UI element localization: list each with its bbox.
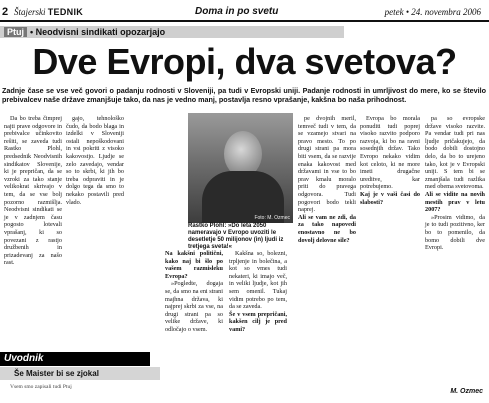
author-signature: M. Ozmec — [450, 388, 483, 395]
page-header — [0, 0, 489, 22]
question-8: Ali se vidite na novih mestih prav v letu 2007? — [425, 190, 485, 214]
issue-date: petek • 24. novembra 2006 — [384, 7, 481, 17]
column-6-text: pe dvojnih meril, temveč tudi v tem, da se vzamejo stvari na pravo mesto. To po drugi strani pa mora biti vsem, da se razvije enaka kakovost med državami in vse to bo prav kmalu moralo priti do pravega odgovora. Tudi pogovori bodo tekli naprej. — [298, 115, 356, 214]
newspaper-brand — [14, 7, 83, 17]
headline: Dve Evropi, dva svetova? — [32, 41, 457, 82]
editorial-label: Uvodnik — [0, 352, 150, 366]
header-rule — [0, 20, 489, 22]
editorial-title: Še Maister bi se zjokal — [0, 367, 160, 380]
article-column-6 — [298, 115, 356, 244]
question-5: Še v vsem prepričani, kakšen cilj je pred vami? — [229, 310, 287, 333]
question-7: Kaj je v vaši časi do slabosti? — [360, 190, 420, 206]
column-5-text: Kakšna so, bolezni, trpljenje in bolečina, a kot so vmes tudi nekateri, ki imajo več, in veliki ljudje, kot jih sem omenil. Tukaj vidim potrebo po tem, da se zaveda. — [229, 250, 287, 311]
column-2-text: gajo, tehnološko čudo, da bodo blaga in izdelki v Sloveniji ostali nepoškodovani in vsi pokriti z visoko kakovostjo. Ljudje se zelo zavedajo, vendar so to skrbi, ki jih bo treba odpraviti in je dolgo tega da smo to nekako postavili pred vlado. — [66, 115, 124, 206]
article-column-8 — [425, 115, 485, 252]
question-6: Ali se vam ne zdi, da za tako napovedi enostavno ne bo dovolj delovne sile? — [298, 213, 356, 244]
column-8-text-b: »Prosim vidimo, da je to tudi pozitivno, ker bo to pomenilo, da bomo dobili dve Evropi. — [425, 213, 485, 252]
interview-photo — [188, 113, 293, 223]
page-number: 2 — [2, 6, 9, 18]
kicker-tag: Ptuj — [4, 27, 27, 37]
article-column-7 — [360, 115, 420, 206]
kicker-bar — [0, 26, 344, 38]
article-column-2 — [66, 115, 124, 206]
article-column-4 — [165, 250, 223, 334]
article-column-1 — [4, 115, 62, 267]
column-4-text: »Pogledte, dogaja se, da smo na eni strani majhna država, ki najprej skrbi za vse, na drugi strani pa so velike države, ki odločajo o vsem. — [165, 280, 223, 333]
photo-caption: Rastko Plohl: »Do leta 2050 nameravajo v Evropo uvoziti le desetletje 50 milijonov (in) ljudi iz tretjega sveta!« — [188, 223, 284, 250]
kicker-text: • Neodvisni sindikati opozarjajo — [30, 27, 166, 37]
brand-name: TEDNIK — [47, 7, 84, 17]
column-8-text: pa so evropske države visoko razvite. Pa vendar tudi pri nas ljudje pričakujejo, da bodo dobili dostojno delo, da bo to urejeno tako, kot je v Evropski uniji. S tem bi se zmanjšala tudi razlika med obema svetovoma. — [425, 115, 485, 191]
brand-prefix: Štajerski — [14, 7, 46, 17]
section-title: Doma in po svetu — [195, 6, 279, 17]
editorial-subtitle: Vsem smo zapisali tudi Ptuj — [10, 384, 72, 390]
question-4: Na kakšni politični, kako naj bi šlo po vašem razmisleku Evropa? — [165, 250, 223, 280]
column-1-text: Da bo treba čimprej najti prave odgovore in prebivalce učinkovito rešiti, se zaveda tudi Rastko Plohl, predsednik Neodvisnih sindikatov Slovenije, ki je prepričan, da se vzroki za tako stanje velikokrat skrivajo v tem, da se vse bolj pozorno razmišlja. Neodvisni sindikati se je v zadnjem času pogosto lotevali vprašanj, ki so povezani z rastjo družbenih in prizadevanj za našo rast. — [4, 115, 62, 267]
lead-paragraph: Zadnje čase se vse več govori o padanju rodnosti v Sloveniji, pa tudi v Evropski uniji. Padanje rodnosti in umrljivost do mere, ko se število prebivalcev naše države zmanjšuje tako, da nas je vedno manj, postavlja resno vprašanje, kakšna bo naša prihodnost. — [2, 86, 486, 104]
photo-credit: Foto: M. Ozmec — [254, 215, 290, 221]
column-7-text: Evropa bo morala ponuditi tudi poprej visoko razvito podporo razvoja, ki bo na ravni sosednjih držav. Tako Evropo nekako vidim kot celoto, ki ne more imeti drugačne ureditve, kar potrebujemo. — [360, 115, 420, 191]
article-column-5 — [229, 250, 287, 334]
